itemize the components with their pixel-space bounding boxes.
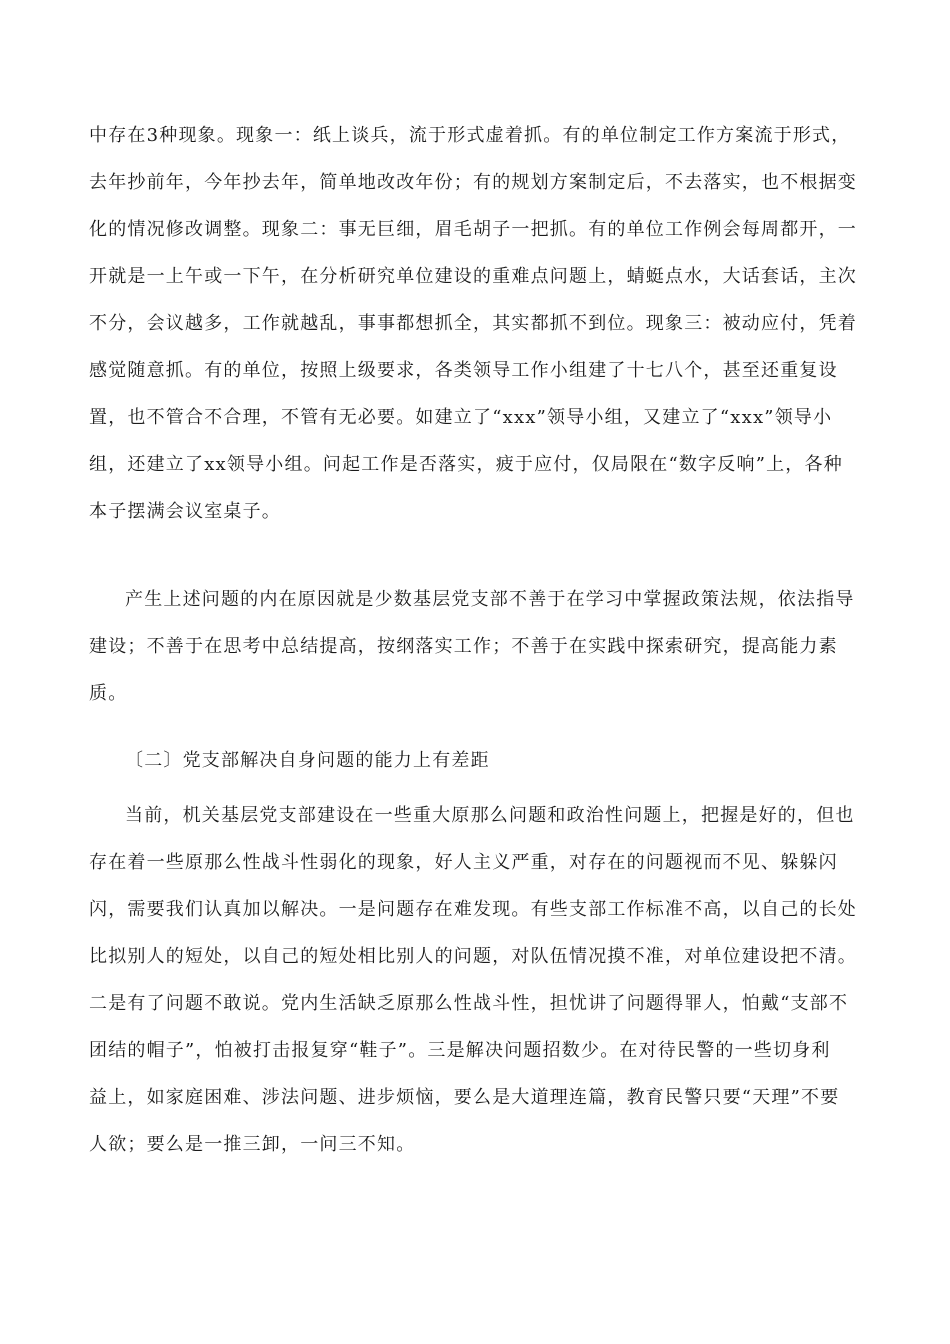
text-line: 人欲；要么是一推三卸，一问三不知。 [89, 1134, 416, 1155]
text-line: 建设；不善于在思考中总结提高，按纲落实工作；不善于在实践中探索研究，提高能力素 [89, 636, 838, 657]
text-line: 闪，需要我们认真加以解决。一是问题存在难发现。有些支部工作标准不高，以自己的长处 [89, 899, 857, 920]
text-line: 去年抄前年，今年抄去年，简单地改改年份；有的规划方案制定后，不去落实，也不根据变 [89, 172, 857, 193]
text-line: 感觉随意抓。有的单位，按照上级要求，各类领导工作小组建了十七八个，甚至还重复设 [89, 360, 838, 381]
text-line: 不分，会议越多，工作就越乱，事事都想抓全，其实都抓不到位。现象三：被动应付，凭着 [89, 313, 857, 334]
text-line: 比拟别人的短处，以自己的短处相比别人的问题，对队伍情况摸不准，对单位建设把不清。 [89, 946, 857, 967]
paragraph-problem-solving [89, 792, 861, 1168]
text-line: 当前，机关基层党支部建设在一些重大原那么问题和政治性问题上，把握是好的，但也 [125, 805, 855, 826]
text-line: 本子摆满会议室桌子。 [89, 501, 281, 522]
text-line: 益上，如家庭困难、涉法问题、进步烦恼，要么是大道理连篇，教育民警只要“天理”不要 [89, 1087, 840, 1108]
text-line: 化的情况修改调整。现象二：事无巨细，眉毛胡子一把抓。有的单位工作例会每周都开，一 [89, 219, 857, 240]
text-line: 置，也不管合不合理，不管有无必要。如建立了“xxx”领导小组，又建立了“xxx”领导小 [89, 407, 833, 428]
text-line: 中存在3种现象。现象一：纸上谈兵，流于形式虚着抓。有的单位制定工作方案流于形式， [89, 125, 851, 146]
text-line: 组，还建立了xx领导小组。问起工作是否落实，疲于应付，仅局限在“数字反响”上，各种 [89, 454, 843, 475]
text-line: 二是有了问题不敢说。党内生活缺乏原那么性战斗性，担忧讲了问题得罪人，怕戴“支部不 [89, 993, 849, 1014]
text-line: 存在着一些原那么性战斗性弱化的现象，好人主义严重，对存在的问题视而不见、躲躲闪 [89, 852, 838, 873]
paragraph-phenomena [89, 112, 861, 535]
section-heading [89, 737, 861, 784]
text-line: 开就是一上午或一下午，在分析研究单位建设的重难点问题上，蜻蜓点水，大话套话，主次 [89, 266, 857, 287]
paragraph-root-cause [89, 576, 861, 717]
text-line: 产生上述问题的内在原因就是少数基层党支部不善于在学习中掌握政策法规，依法指导 [125, 589, 855, 610]
text-line: 团结的帽子”，怕被打击报复穿“鞋子”。三是解决问题招数少。在对待民警的一些切身利 [89, 1040, 831, 1061]
text-line: 质。 [89, 683, 128, 704]
section-heading-text: 〔二〕党支部解决自身问题的能力上有差距 [125, 750, 490, 771]
